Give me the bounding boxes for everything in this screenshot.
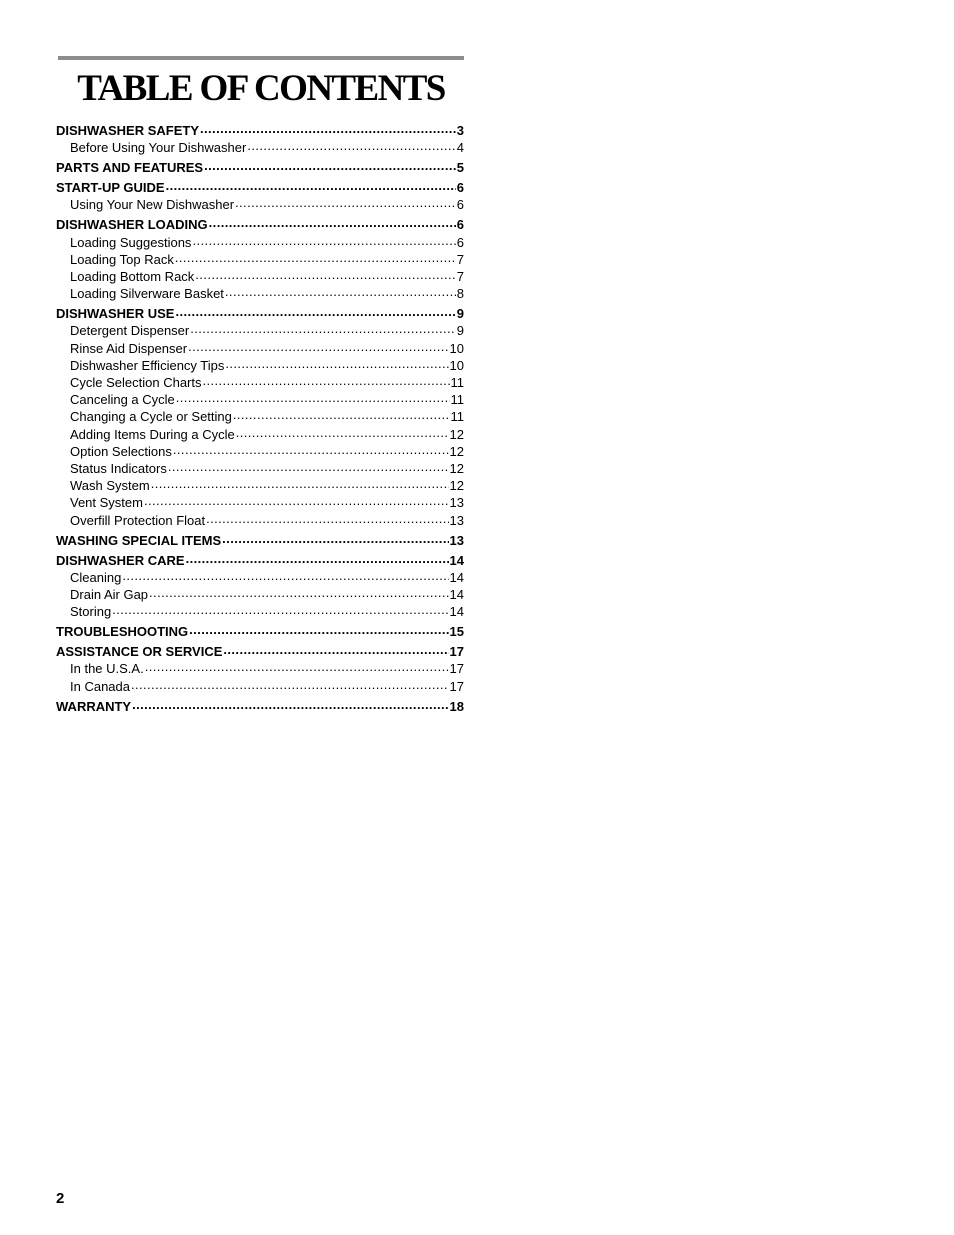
toc-dot-leader — [223, 643, 448, 656]
toc-entry-page: 12 — [449, 443, 464, 459]
toc-dot-leader — [189, 623, 448, 636]
toc-entry-label: Loading Bottom Rack — [70, 269, 195, 285]
toc-section-entry[interactable] — [56, 698, 464, 715]
toc-entry-page: 7 — [456, 251, 464, 267]
toc-subsection-entry[interactable] — [56, 139, 464, 156]
toc-section-entry[interactable] — [56, 552, 464, 569]
toc-subsection-entry[interactable] — [56, 494, 464, 511]
toc-dot-leader — [175, 305, 455, 318]
toc-entry-page: 4 — [456, 140, 464, 156]
toc-entry-page: 17 — [449, 644, 464, 660]
toc-subsection-entry[interactable] — [56, 426, 464, 443]
toc-entry-label: Vent System — [70, 495, 143, 511]
toc-dot-leader — [168, 460, 449, 473]
toc-dot-leader — [233, 408, 450, 421]
toc-dot-leader — [173, 443, 449, 456]
toc-entry-label: DISHWASHER CARE — [56, 552, 185, 568]
toc-entry-label: Using Your New Dishwasher — [70, 197, 235, 213]
toc-entry-label: Option Selections — [70, 443, 172, 459]
toc-entry-label: Cleaning — [70, 569, 122, 585]
toc-entry-label: WARRANTY — [56, 698, 132, 714]
toc-entry-label: Wash System — [70, 478, 150, 494]
toc-entry-page: 10 — [449, 340, 464, 356]
toc-entry-page: 9 — [456, 323, 464, 339]
toc-entry-page: 18 — [449, 698, 464, 714]
toc-entry-page: 12 — [449, 426, 464, 442]
toc-dot-leader — [209, 216, 456, 229]
toc-dot-leader — [192, 234, 455, 247]
toc-entry-page: 14 — [449, 587, 464, 603]
toc-section-entry[interactable] — [56, 179, 464, 196]
toc-entry-page: 3 — [456, 123, 464, 138]
toc-entry-page: 12 — [449, 461, 464, 477]
toc-subsection-entry[interactable] — [56, 268, 464, 285]
toc-subsection-entry[interactable] — [56, 512, 464, 529]
toc-dot-leader — [225, 357, 448, 370]
toc-entry-label: Before Using Your Dishwasher — [70, 140, 247, 156]
table-of-contents — [56, 122, 464, 715]
toc-entry-label: Dishwasher Efficiency Tips — [70, 357, 225, 373]
toc-entry-page: 12 — [449, 478, 464, 494]
toc-entry-label: START-UP GUIDE — [56, 180, 165, 196]
toc-entry-label: TROUBLESHOOTING — [56, 624, 189, 640]
toc-entry-label: DISHWASHER LOADING — [56, 217, 208, 233]
toc-entry-page: 9 — [456, 306, 464, 322]
toc-subsection-entry[interactable] — [56, 603, 464, 620]
toc-entry-label: Detergent Dispenser — [70, 323, 190, 339]
toc-dot-leader — [200, 122, 456, 135]
toc-subsection-entry[interactable] — [56, 678, 464, 695]
toc-entry-label: In the U.S.A. — [70, 661, 144, 677]
toc-subsection-entry[interactable] — [56, 251, 464, 268]
toc-entry-page: 14 — [449, 569, 464, 585]
toc-entry-page: 8 — [456, 286, 464, 302]
toc-entry-page: 7 — [456, 269, 464, 285]
toc-subsection-entry[interactable] — [56, 340, 464, 357]
toc-entry-page: 14 — [449, 604, 464, 620]
toc-entry-page: 11 — [450, 392, 464, 408]
toc-entry-label: In Canada — [70, 678, 130, 694]
toc-entry-label: Cycle Selection Charts — [70, 375, 202, 391]
toc-entry-label: Rinse Aid Dispenser — [70, 340, 188, 356]
toc-entry-page: 11 — [450, 409, 464, 425]
toc-subsection-entry[interactable] — [56, 443, 464, 460]
toc-dot-leader — [112, 603, 448, 616]
toc-entry-page: 10 — [449, 357, 464, 373]
toc-entry-label: DISHWASHER USE — [56, 306, 175, 322]
toc-entry-label: Loading Top Rack — [70, 251, 174, 267]
toc-dot-leader — [235, 196, 456, 209]
toc-dot-leader — [145, 660, 449, 673]
toc-subsection-entry[interactable] — [56, 477, 464, 494]
toc-entry-label: Storing — [70, 604, 112, 620]
toc-entry-page: 13 — [449, 512, 464, 528]
toc-entry-label: Changing a Cycle or Setting — [70, 409, 232, 425]
toc-subsection-entry[interactable] — [56, 460, 464, 477]
toc-dot-leader — [206, 512, 448, 525]
toc-entry-label: Adding Items During a Cycle — [70, 426, 235, 442]
toc-subsection-entry[interactable] — [56, 285, 464, 302]
toc-entry-page: 17 — [449, 661, 464, 677]
toc-entry-label: PARTS AND FEATURES — [56, 160, 204, 176]
toc-entry-page: 17 — [449, 678, 464, 694]
toc-section-entry[interactable] — [56, 623, 464, 640]
toc-entry-page: 15 — [449, 624, 464, 640]
toc-subsection-entry[interactable] — [56, 196, 464, 213]
toc-subsection-entry[interactable] — [56, 322, 464, 339]
toc-dot-leader — [132, 698, 448, 711]
toc-subsection-entry[interactable] — [56, 234, 464, 251]
toc-subsection-entry[interactable] — [56, 357, 464, 374]
toc-entry-label: WASHING SPECIAL ITEMS — [56, 532, 222, 548]
toc-section-entry[interactable] — [56, 159, 464, 176]
toc-entry-label: ASSISTANCE OR SERVICE — [56, 644, 223, 660]
toc-dot-leader — [151, 477, 449, 490]
toc-entry-page: 6 — [456, 180, 464, 196]
toc-entry-label: DISHWASHER SAFETY — [56, 123, 200, 138]
toc-entry-label: Drain Air Gap — [70, 587, 149, 603]
toc-entry-page: 13 — [449, 532, 464, 548]
toc-dot-leader — [204, 159, 456, 172]
toc-dot-leader — [225, 285, 456, 298]
toc-subsection-entry[interactable] — [56, 391, 464, 408]
toc-dot-leader — [186, 552, 449, 565]
page-title: TABLE OF CONTENTS — [77, 68, 445, 109]
toc-dot-leader — [122, 569, 448, 582]
toc-subsection-entry[interactable] — [56, 569, 464, 586]
toc-dot-leader — [195, 268, 455, 281]
toc-entry-page: 13 — [449, 495, 464, 511]
toc-dot-leader — [190, 322, 456, 335]
toc-entry-page: 6 — [456, 197, 464, 213]
toc-subsection-entry[interactable] — [56, 660, 464, 677]
toc-entry-page: 14 — [449, 552, 464, 568]
toc-section-entry[interactable] — [56, 216, 464, 233]
toc-dot-leader — [188, 340, 448, 353]
toc-entry-page: 11 — [450, 375, 464, 391]
toc-entry-page: 5 — [456, 160, 464, 176]
toc-entry-label: Status Indicators — [70, 461, 167, 477]
toc-dot-leader — [166, 179, 456, 192]
toc-dot-leader — [176, 391, 450, 404]
title-divider-rule — [58, 56, 464, 60]
toc-section-entry[interactable] — [56, 305, 464, 322]
toc-dot-leader — [203, 374, 450, 387]
toc-dot-leader — [144, 494, 449, 507]
toc-section-entry[interactable] — [56, 532, 464, 549]
toc-dot-leader — [247, 139, 455, 152]
toc-entry-page: 6 — [456, 234, 464, 250]
toc-entry-page: 6 — [456, 217, 464, 233]
toc-section-entry[interactable] — [56, 643, 464, 660]
toc-section-entry[interactable] — [56, 122, 464, 139]
toc-dot-leader — [149, 586, 448, 599]
toc-subsection-entry[interactable] — [56, 408, 464, 425]
toc-entry-label: Overfill Protection Float — [70, 512, 206, 528]
toc-dot-leader — [222, 532, 448, 545]
page-number: 2 — [56, 1190, 65, 1207]
toc-dot-leader — [175, 251, 456, 264]
toc-dot-leader — [131, 678, 449, 691]
toc-entry-label: Loading Silverware Basket — [70, 286, 224, 302]
toc-entry-label: Canceling a Cycle — [70, 392, 175, 408]
toc-subsection-entry[interactable] — [56, 374, 464, 391]
toc-entry-label: Loading Suggestions — [70, 234, 192, 250]
toc-dot-leader — [236, 426, 449, 439]
toc-subsection-entry[interactable] — [56, 586, 464, 603]
